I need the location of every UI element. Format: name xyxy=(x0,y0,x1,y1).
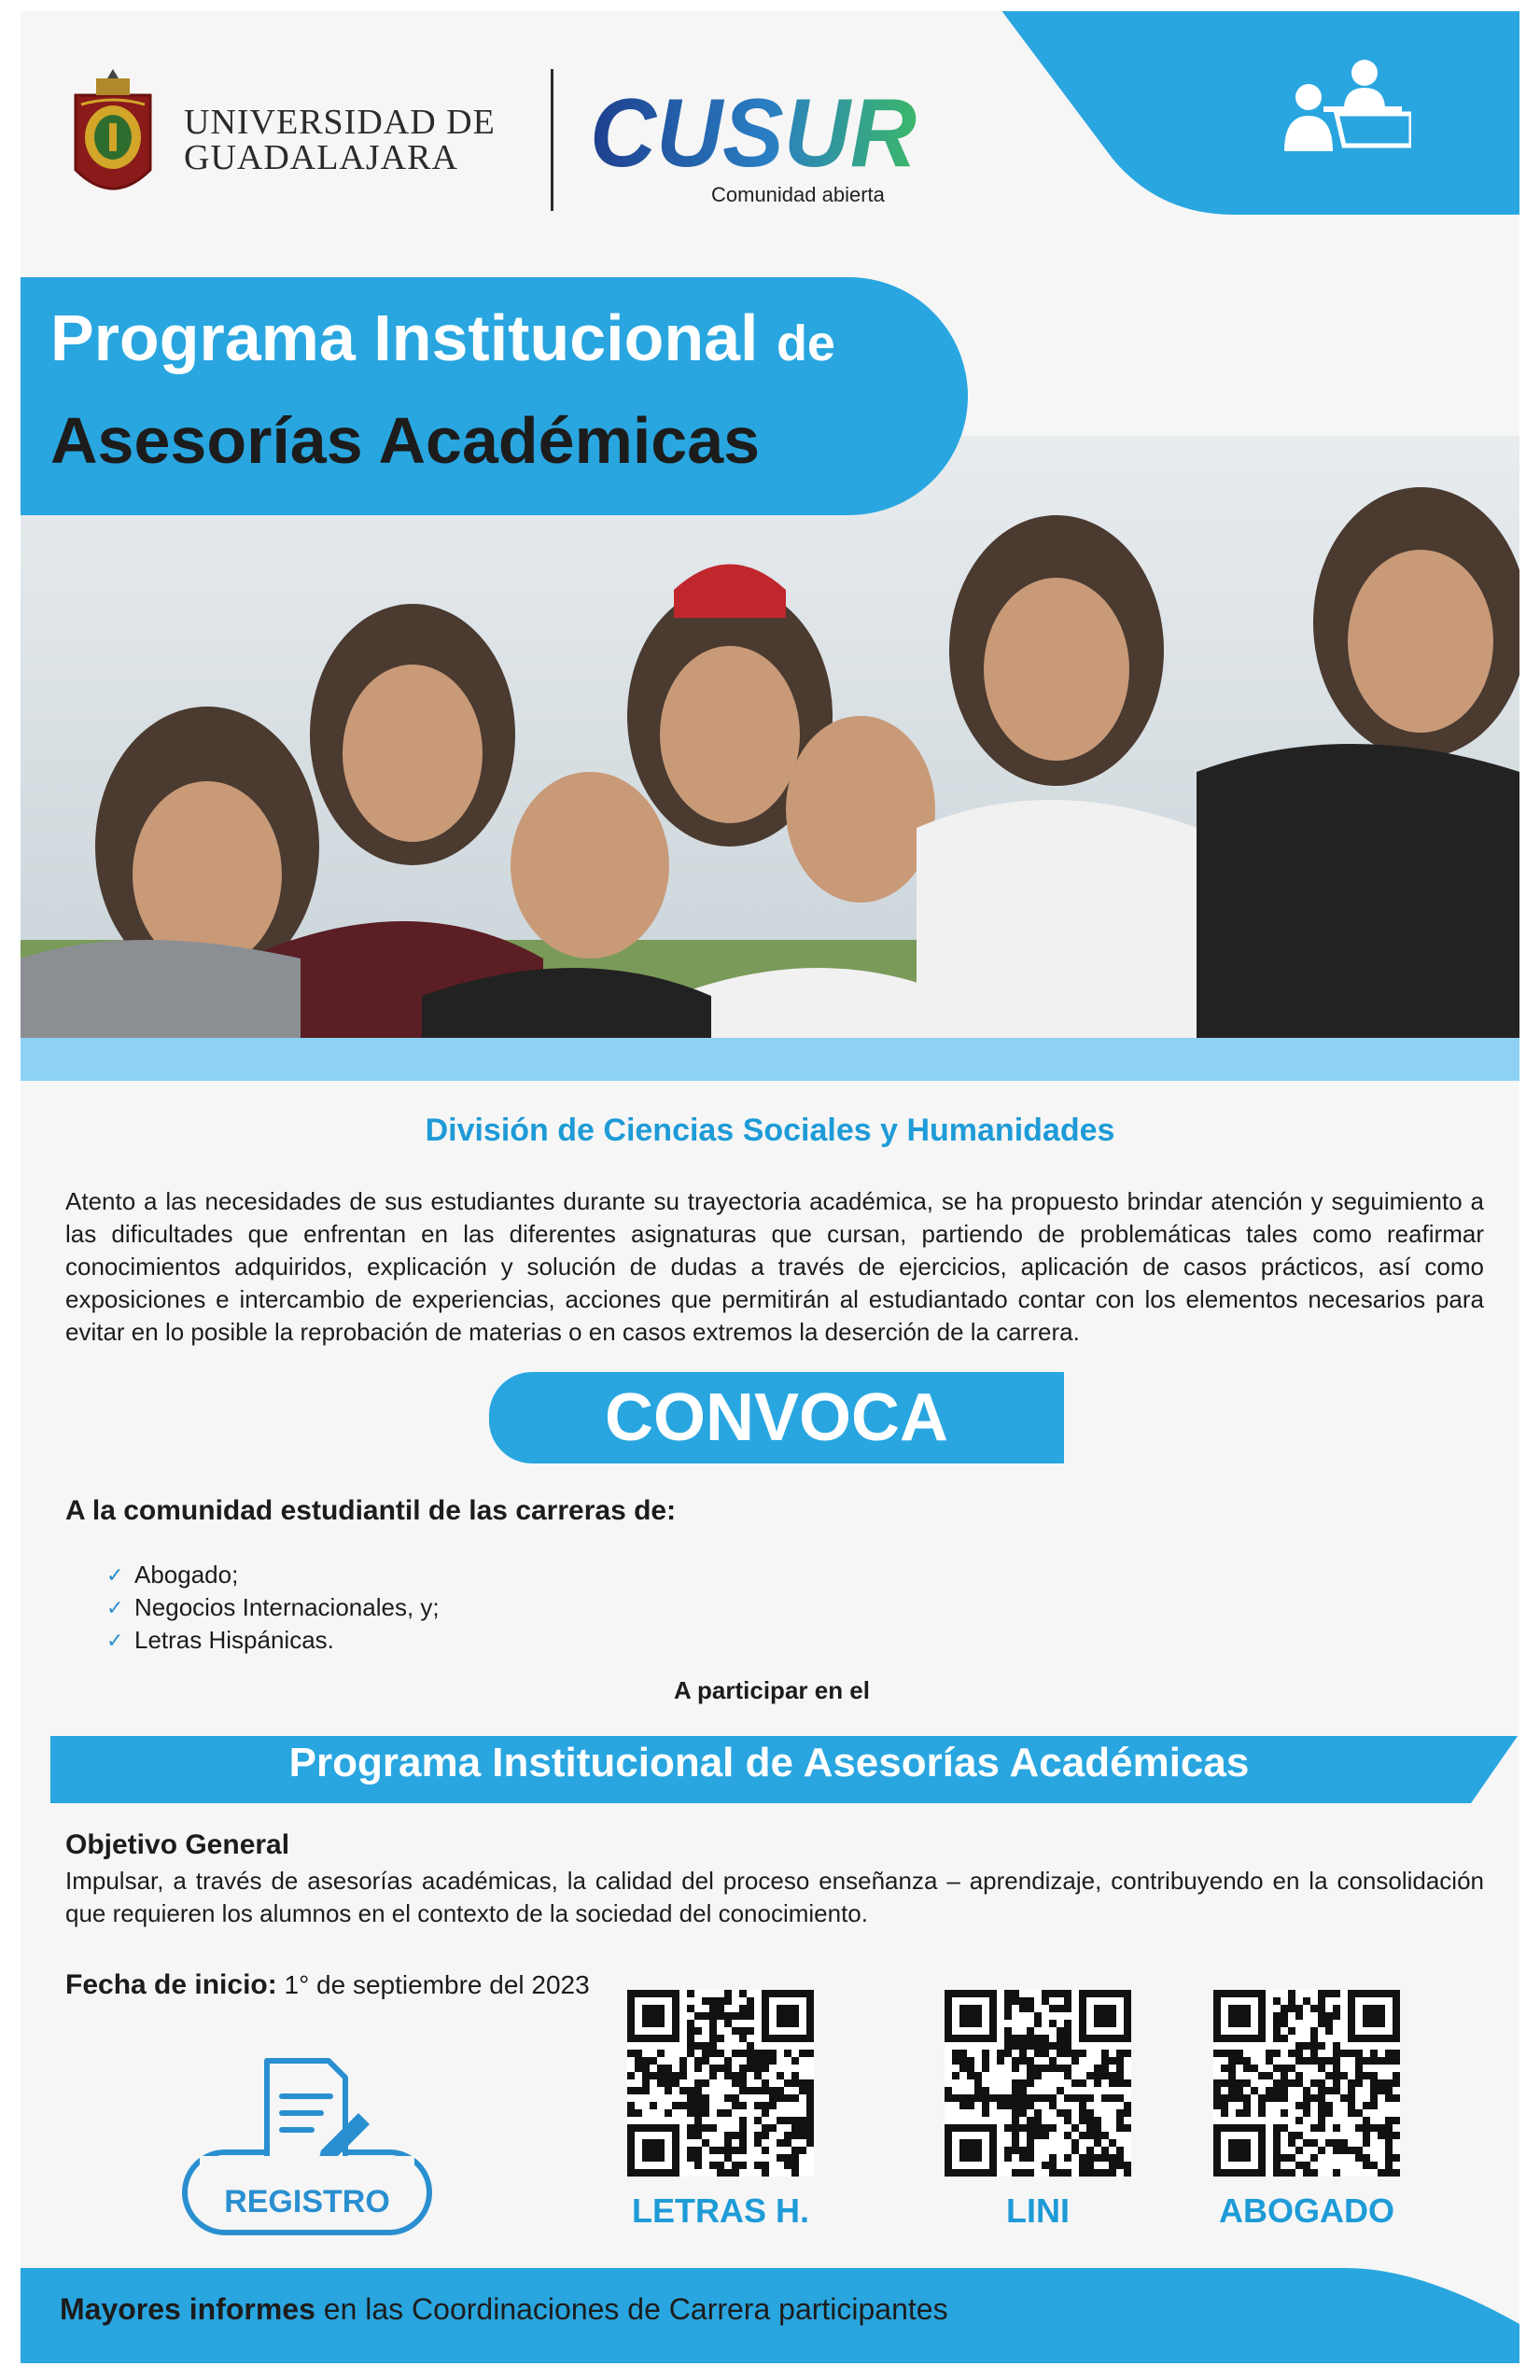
list-item: ✓ Abogado; xyxy=(106,1559,440,1591)
intro-paragraph: Atento a las necesidades de sus estudiantes durante su trayectoria académica, se ha propuesto brindar atención y seguimiento a las dificultades que enfrentan en las diferentes asignaturas que cursan, partiendo de problemáticas tales como reafirmar conocimientos adquiridos, explicación y solución de dudas a través de ejercicios, aplicación de casos prácticos, así como exposiciones e intercambio de experiencias, acciones que permitirán al estudiantado contar con los elementos necesarios para evitar en lo posible la reprobación de materias o en casos extremos la deserción de la carrera. xyxy=(65,1187,1484,1346)
check-icon: ✓ xyxy=(106,1596,124,1619)
header-divider xyxy=(551,69,553,211)
list-item: ✓ Letras Hispánicas. xyxy=(106,1624,440,1657)
qr-code-lini[interactable] xyxy=(945,1990,1131,2177)
advisor-tutoring-icon xyxy=(1271,49,1411,161)
program-banner-text: Programa Institucional de Asesorías Académicas xyxy=(288,1740,1250,1785)
cusur-logo-text: CUSUR xyxy=(590,88,917,188)
page-title-line2: Asesorías Académicas xyxy=(50,404,761,477)
qr-code-abogado[interactable] xyxy=(1213,1990,1400,2177)
poster xyxy=(21,11,1519,2363)
footer-info: Mayores informes en las Coordinaciones de Carrera participantes xyxy=(60,2292,948,2326)
list-item: ✓ Negocios Internacionales, y; xyxy=(106,1591,440,1624)
cusur-logo xyxy=(590,88,917,190)
qr-label-letras: LETRAS H. xyxy=(631,2191,809,2230)
top-ribbon xyxy=(1001,11,1519,215)
check-icon: ✓ xyxy=(106,1629,124,1652)
registro-label: REGISTRO xyxy=(224,2184,390,2219)
university-seal-icon xyxy=(63,67,163,207)
careers-list xyxy=(106,1559,440,1657)
start-date: Fecha de inicio: 1° de septiembre del 2023 xyxy=(65,1969,590,2000)
participate-text: A participar en el xyxy=(674,1676,870,1704)
page-title-line1: Programa Institucional de xyxy=(50,301,835,374)
photo-bottom-band xyxy=(21,1038,1519,1081)
convoca-heading: CONVOCA xyxy=(604,1380,948,1455)
objective-text: Impulsar, a través de asesorías académicas, la calidad del proceso enseñanza – aprendizaje, contribuyendo en la consolidación que requieren los alumnos en el contexto de la sociedad del conocimiento. xyxy=(65,1867,1484,1927)
qr-label-lini: LINI xyxy=(1006,2191,1070,2230)
students-group-photo xyxy=(21,436,1519,1038)
qr-code-letras[interactable] xyxy=(627,1990,814,2177)
qr-label-abogado: ABOGADO xyxy=(1219,2191,1394,2230)
check-icon: ✓ xyxy=(106,1563,124,1587)
campus-tagline: Comunidad abierta xyxy=(711,183,885,206)
registro-button[interactable] xyxy=(181,2055,433,2237)
division-heading: División de Ciencias Sociales y Humanidades xyxy=(425,1113,1115,1148)
objective-title: Objetivo General xyxy=(65,1829,290,1860)
audience-heading: A la comunidad estudiantil de las carreras de: xyxy=(65,1495,677,1526)
university-name: UNIVERSIDAD DE GUADALAJARA xyxy=(184,103,496,177)
